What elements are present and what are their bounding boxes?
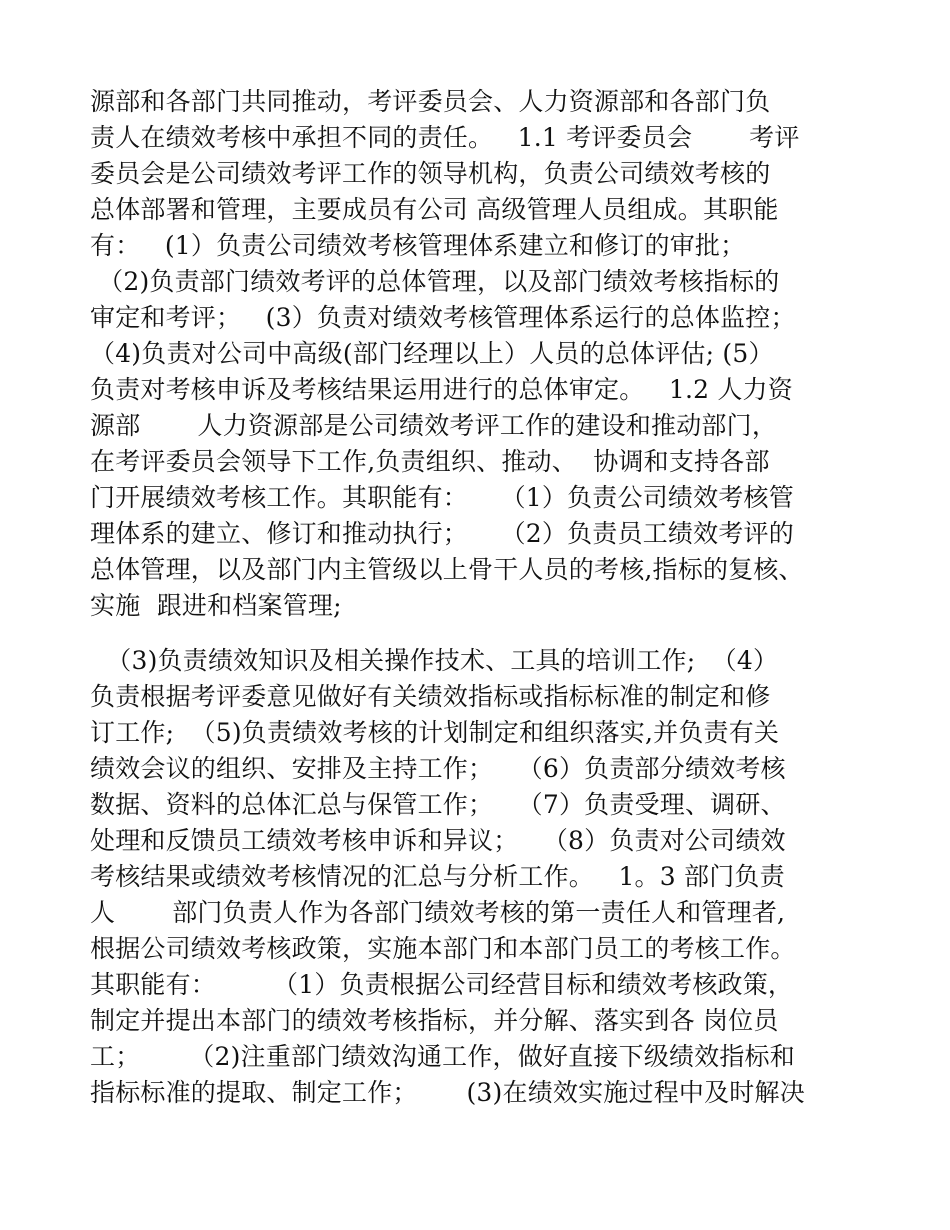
text-line: （4)负责对公司中高级(部门经理以上）人员的总体评估; (5） [90, 339, 774, 368]
text-line: 责人在绩效考核中承担不同的责任。 1.1 考评委员会 考评 [90, 123, 800, 152]
text-line: 根据公司绩效考核政策，实施本部门和本部门员工的考核工作。 [90, 934, 796, 963]
text-line: 实施 跟进和档案管理; [90, 591, 342, 620]
text-line: 处理和反馈员工绩效考核申诉和异议； （8）负责对公司绩效 [90, 826, 786, 855]
text-line: 人 部门负责人作为各部门绩效考核的第一责任人和管理者, [90, 898, 786, 927]
text-line: 有： (1）负责公司绩效考核管理体系建立和修订的审批； [90, 231, 746, 260]
text-line: 委员会是公司绩效考评工作的领导机构，负责公司绩效考核的 [90, 159, 771, 188]
text-line: 负责对考核申诉及考核结果运用进行的总体审定。 1.2 人力资 [90, 375, 793, 404]
text-line: 考核结果或绩效考核情况的汇总与分析工作。 1。3 部门负责 [90, 862, 785, 891]
text-line: 数据、资料的总体汇总与保管工作； （7）负责受理、调研、 [90, 790, 786, 819]
text-line: 绩效会议的组织、安排及主持工作； （6）负责部分绩效考核 [90, 754, 786, 783]
text-line: （3)负责绩效知识及相关操作技术、工具的培训工作; （4） [90, 646, 779, 675]
text-line: 门开展绩效考核工作。其职能有： （1）负责公司绩效考核管 [90, 483, 794, 512]
text-line: 工； （2)注重部门绩效沟通工作，做好直接下级绩效指标和 [90, 1042, 795, 1071]
text-line: 总体部署和管理，主要成员有公司 高级管理人员组成。其职能 [90, 195, 779, 224]
text-line: 总体管理，以及部门内主管级以上骨干人员的考核,指标的复核、 [90, 555, 804, 584]
text-line: 指标标准的提取、制定工作； (3)在绩效实施过程中及时解决 [90, 1078, 805, 1107]
text-line: 理体系的建立、修订和推动执行； （2）负责员工绩效考评的 [90, 519, 794, 548]
text-line: 源部 人力资源部是公司绩效考评工作的建设和推动部门， [90, 411, 778, 440]
text-line: 其职能有： （1）负责根据公司经营目标和绩效考核政策， [90, 970, 794, 999]
text-line: 源部和各部门共同推动，考评委员会、人力资源部和各部门负 [90, 87, 771, 116]
text-line: （2)负责部门绩效考评的总体管理，以及部门绩效考核指标的 [90, 267, 780, 296]
text-line: 审定和考评； (3）负责对绩效考核管理体系运行的总体监控； [90, 303, 796, 332]
text-line: 负责根据考评委意见做好有关绩效指标或指标标准的制定和修 [90, 682, 771, 711]
text-line: 制定并提出本部门的绩效考核指标，并分解、落实到各 岗位员 [90, 1006, 779, 1035]
text-line: 订工作; （5)负责绩效考核的计划制定和组织落实,并负责有关 [90, 718, 780, 747]
text-line: 在考评委员会领导下工作,负责组织、推动、 协调和支持各部 [90, 447, 770, 476]
